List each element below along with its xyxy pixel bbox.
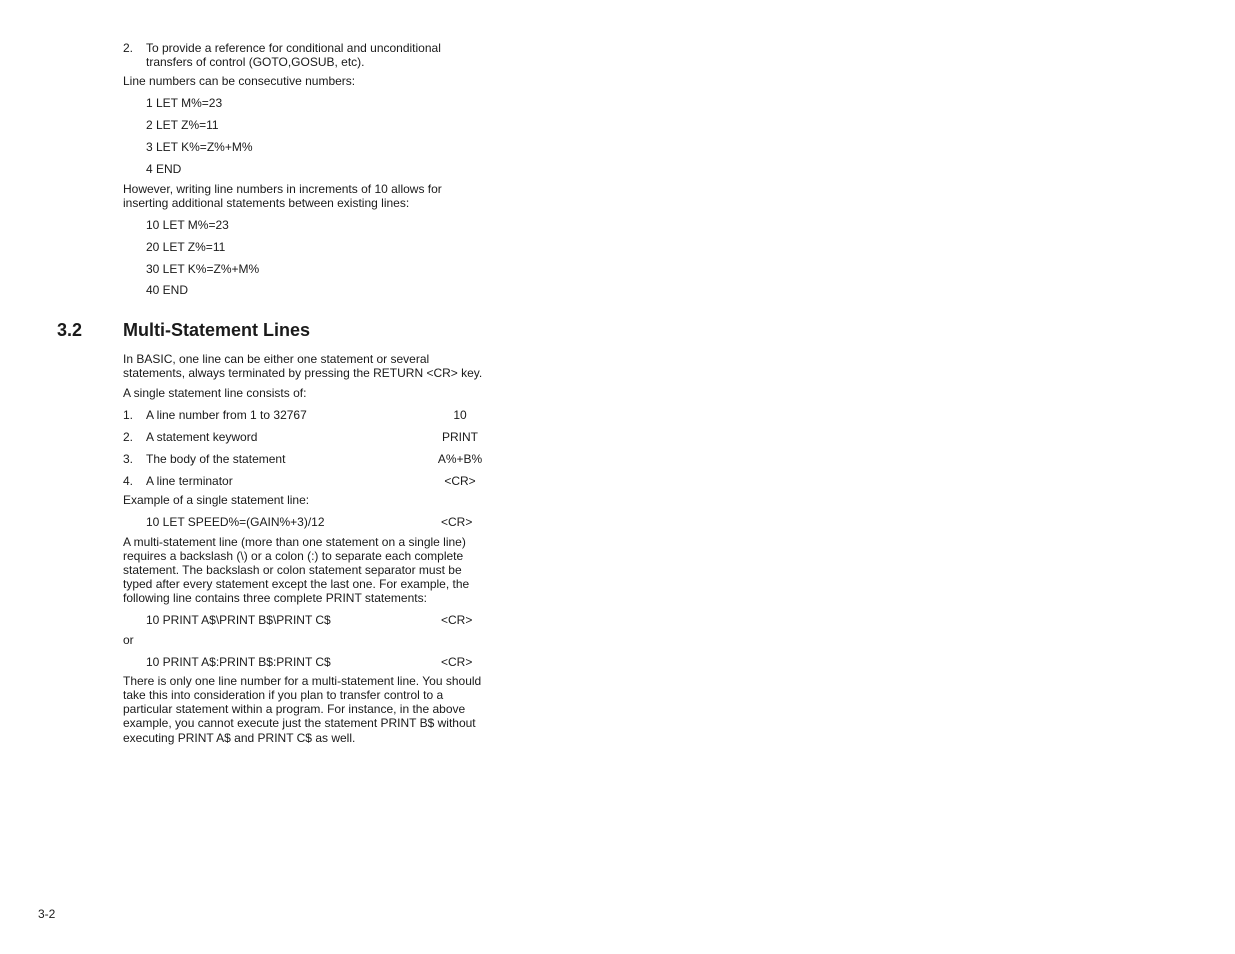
paragraph: Line numbers can be consecutive numbers: — [123, 74, 356, 88]
list-item-text: The body of the statement — [146, 452, 286, 466]
section-number: 3.2 — [57, 320, 83, 340]
paragraph: statements, always terminated by pressing the RETURN <CR> key. — [123, 366, 483, 380]
code-line: 10 LET SPEED%=(GAIN%+3)/12 — [146, 515, 325, 529]
paragraph: requires a backslash (\) or a colon (:) to separate each complete — [123, 549, 464, 563]
line-terminator: <CR> — [441, 613, 473, 627]
paragraph: following line contains three complete PRINT statements: — [123, 591, 427, 605]
line-terminator: <CR> — [441, 515, 473, 529]
code-line: 10 PRINT A$\PRINT B$\PRINT C$ — [146, 613, 331, 627]
paragraph: example, you cannot execute just the statement PRINT B$ without — [123, 716, 476, 730]
list-item-text: To provide a reference for conditional and unconditional — [146, 41, 441, 55]
list-item-example: A%+B% — [437, 452, 483, 466]
paragraph: However, writing line numbers in increments of 10 allows for — [123, 182, 442, 196]
paragraph: Example of a single statement line: — [123, 493, 310, 507]
list-number: 1. — [123, 408, 134, 422]
paragraph: There is only one line number for a multi-statement line. You should — [123, 674, 482, 688]
code-line: 4 END — [146, 162, 182, 176]
list-item-example: <CR> — [444, 474, 476, 488]
list-number: 3. — [123, 452, 134, 466]
line-terminator: <CR> — [441, 655, 473, 669]
code-line: 2 LET Z%=11 — [146, 118, 219, 132]
code-line: 10 LET M%=23 — [146, 218, 229, 232]
paragraph: A multi-statement line (more than one statement on a single line) — [123, 535, 466, 549]
paragraph: take this into consideration if you plan to transfer control to a — [123, 688, 444, 702]
code-line: 10 PRINT A$:PRINT B$:PRINT C$ — [146, 655, 331, 669]
list-item-example: PRINT — [442, 430, 478, 444]
code-line: 30 LET K%=Z%+M% — [146, 262, 260, 276]
section-title: Multi-Statement Lines — [123, 320, 311, 340]
paragraph: inserting additional statements between existing lines: — [123, 196, 410, 210]
code-line: 20 LET Z%=11 — [146, 240, 226, 254]
paragraph: In BASIC, one line can be either one statement or several — [123, 352, 430, 366]
paragraph: executing PRINT A$ and PRINT C$ as well. — [123, 731, 356, 745]
paragraph: A single statement line consists of: — [123, 386, 307, 400]
paragraph: typed after every statement except the last one. For example, the — [123, 577, 470, 591]
list-item-text: A line terminator — [146, 474, 233, 488]
connector-text: or — [123, 633, 134, 647]
code-line: 1 LET M%=23 — [146, 96, 223, 110]
code-line: 40 END — [146, 283, 189, 297]
list-item-text: A line number from 1 to 32767 — [146, 408, 307, 422]
paragraph: particular statement within a program. For instance, in the above — [123, 702, 466, 716]
list-number: 4. — [123, 474, 134, 488]
list-number: 2. — [123, 41, 134, 55]
list-item-text: transfers of control (GOTO,GOSUB, etc). — [146, 55, 365, 69]
list-item-text: A statement keyword — [146, 430, 258, 444]
page-number: 3-2 — [38, 907, 56, 921]
list-item-example: 10 — [453, 408, 467, 422]
paragraph: statement. The backslash or colon statement separator must be — [123, 563, 462, 577]
list-number: 2. — [123, 430, 134, 444]
code-line: 3 LET K%=Z%+M% — [146, 140, 253, 154]
